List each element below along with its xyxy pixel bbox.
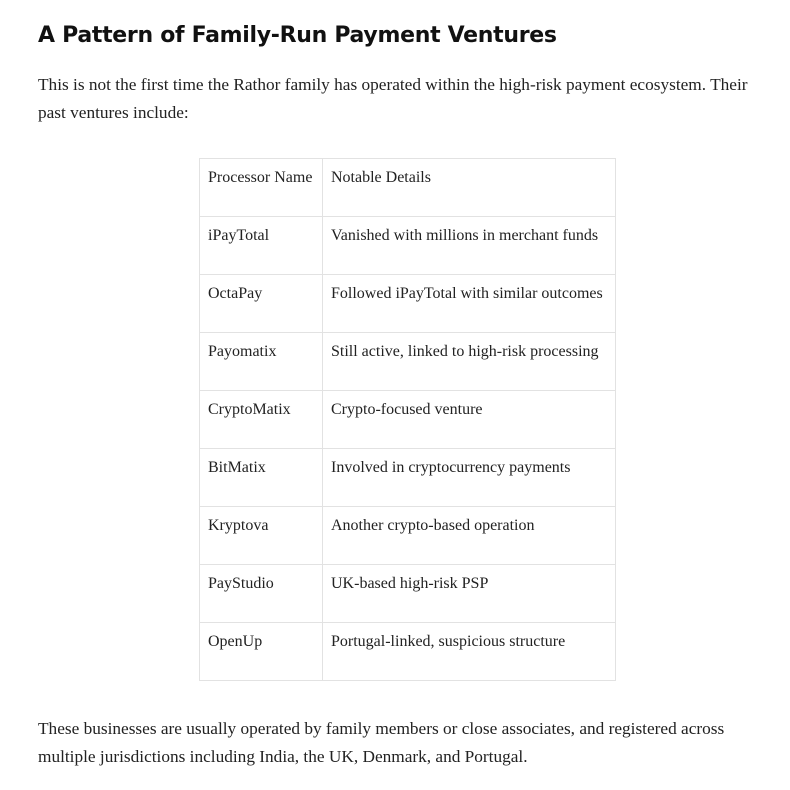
intro-paragraph: This is not the first time the Rathor family has operated within the high-risk payment ecosystem. Their past ventures include: (38, 75, 748, 122)
ventures-table (199, 158, 616, 681)
notable-details-cell: Vanished with millions in merchant funds (323, 217, 616, 275)
processor-name-cell: OpenUp (200, 623, 323, 681)
table-row (200, 507, 616, 565)
table-row (200, 391, 616, 449)
notable-details-cell: Crypto-focused venture (323, 391, 616, 449)
notable-details-cell: Another crypto-based operation (323, 507, 616, 565)
section-heading: A Pattern of Family-Run Payment Ventures (38, 23, 557, 48)
notable-details-cell: Still active, linked to high-risk processing (323, 333, 616, 391)
table-header-row (200, 159, 616, 217)
table-row (200, 623, 616, 681)
table-row (200, 565, 616, 623)
table-row (200, 275, 616, 333)
table-row (200, 217, 616, 275)
processor-name-cell: PayStudio (200, 565, 323, 623)
table-row (200, 333, 616, 391)
notable-details-cell: Followed iPayTotal with similar outcomes (323, 275, 616, 333)
processor-name-cell: Kryptova (200, 507, 323, 565)
header-notable-details: Notable Details (323, 159, 616, 217)
table-row (200, 449, 616, 507)
processor-name-cell: CryptoMatix (200, 391, 323, 449)
processor-name-cell: OctaPay (200, 275, 323, 333)
notable-details-cell: Portugal-linked, suspicious structure (323, 623, 616, 681)
processor-name-cell: BitMatix (200, 449, 323, 507)
processor-name-cell: Payomatix (200, 333, 323, 391)
notable-details-cell: UK-based high-risk PSP (323, 565, 616, 623)
notable-details-cell: Involved in cryptocurrency payments (323, 449, 616, 507)
processor-name-cell: iPayTotal (200, 217, 323, 275)
header-processor-name: Processor Name (200, 159, 323, 217)
outro-paragraph: These businesses are usually operated by family members or close associates, and registered across multiple jurisdictions including India, the UK, Denmark, and Portugal. (38, 719, 725, 766)
